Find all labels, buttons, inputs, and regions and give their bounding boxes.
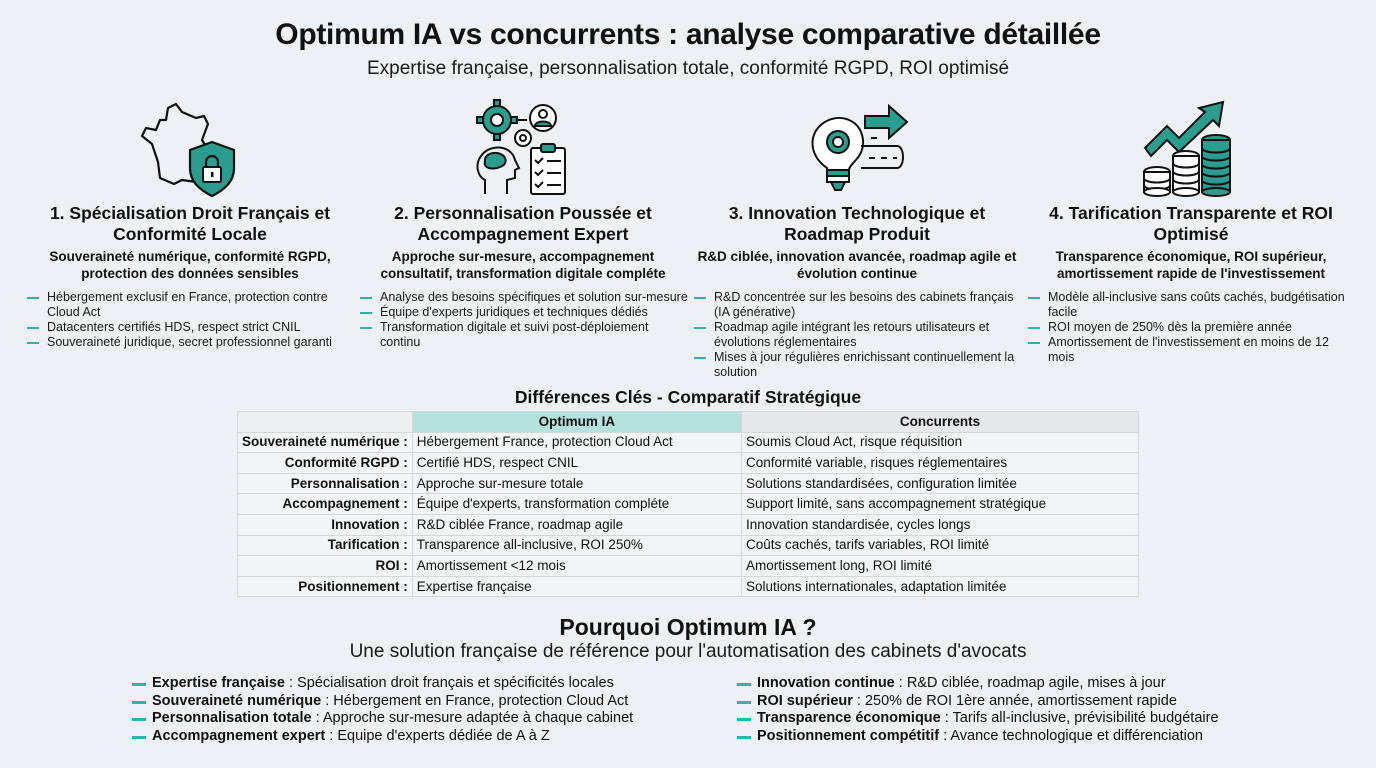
table-row (238, 514, 1139, 535)
competitor-value: Amortissement long, ROI limité (742, 556, 1139, 577)
competitor-value: Soumis Cloud Act, risque réquisition (742, 432, 1139, 453)
table-row (238, 556, 1139, 577)
feature-title: 2. Personnalisation Poussée et Accompagnement Expert (394, 203, 652, 244)
page-title: Optimum IA vs concurrents : analyse comparative détaillée (275, 18, 1101, 51)
list-item: Équipe d'experts juridiques et techniques dédiés (358, 305, 688, 320)
dash-bullet-icon (694, 327, 706, 329)
feature-title: 3. Innovation Technologique et Roadmap Produit (728, 203, 986, 244)
list-item: Personnalisation totale : Approche sur-mesure adaptée à chaque cabinet (132, 710, 633, 728)
dash-bullet-icon (27, 327, 39, 329)
optimum-value: Hébergement France, protection Cloud Act (412, 432, 741, 453)
list-item: Transformation digitale et suivi post-déploiement continu (358, 320, 688, 350)
gears-brain-clipboard-icon (471, 98, 575, 198)
dash-bullet-icon (132, 736, 146, 739)
competitor-value: Solutions standardisées, configuration limitée (742, 473, 1139, 494)
optimum-value: R&D ciblée France, roadmap agile (412, 514, 741, 535)
feature-list (692, 290, 1022, 380)
row-label: Accompagnement : (238, 494, 413, 515)
dash-bullet-icon (737, 701, 751, 704)
table-row (238, 576, 1139, 597)
dash-bullet-icon (132, 718, 146, 721)
list-item: Hébergement exclusif en France, protection contre Cloud Act (25, 290, 355, 320)
france-map-shield-lock-icon (138, 98, 242, 198)
why-subtitle: Une solution française de référence pour l'automatisation des cabinets d'avocats (349, 641, 1027, 662)
row-label: Conformité RGPD : (238, 453, 413, 474)
row-label: Souveraineté numérique : (238, 432, 413, 453)
coins-growth-arrow-icon (1139, 98, 1243, 198)
list-item: Expertise française : Spécialisation droit français et spécificités locales (132, 675, 633, 693)
dash-bullet-icon (132, 683, 146, 686)
feature-subtitle: R&D ciblée, innovation avancée, roadmap agile et évolution continue (697, 249, 1017, 281)
dash-bullet-icon (737, 718, 751, 721)
optimum-value: Amortissement <12 mois (412, 556, 741, 577)
table-row (238, 473, 1139, 494)
feature-list (25, 290, 355, 350)
feature-subtitle: Transparence économique, ROI supérieur, amortissement rapide de l'investissement (1055, 249, 1327, 281)
header-blank (238, 412, 413, 433)
competitor-value: Support limité, sans accompagnement stratégique (742, 494, 1139, 515)
feature-column-1 (25, 98, 355, 350)
dash-bullet-icon (694, 357, 706, 359)
header-optimum: Optimum IA (412, 412, 741, 433)
optimum-value: Équipe d'experts, transformation compléte (412, 494, 741, 515)
why-list-left (132, 675, 633, 745)
optimum-value: Certifié HDS, respect CNIL (412, 453, 741, 474)
dash-bullet-icon (1028, 327, 1040, 329)
table-row (238, 535, 1139, 556)
feature-subtitle: Approche sur-mesure, accompagnement consultatif, transformation digitale compléte (380, 249, 666, 281)
why-title: Pourquoi Optimum IA ? (559, 614, 817, 640)
competitor-value: Conformité variable, risques réglementaires (742, 453, 1139, 474)
list-item: Souveraineté juridique, secret professionnel garanti (25, 335, 355, 350)
comparison-table (237, 411, 1139, 597)
why-list-right (737, 675, 1219, 745)
feature-list (358, 290, 688, 350)
list-item: Amortissement de l'investissement en moins de 12 mois (1026, 335, 1356, 365)
feature-column-3 (692, 98, 1022, 380)
optimum-value: Transparence all-inclusive, ROI 250% (412, 535, 741, 556)
dash-bullet-icon (27, 297, 39, 299)
dash-bullet-icon (737, 736, 751, 739)
lightbulb-gear-roadmap-icon (805, 98, 909, 198)
header-concurrents: Concurrents (742, 412, 1139, 433)
page-subtitle: Expertise française, personnalisation totale, conformité RGPD, ROI optimisé (366, 58, 1010, 79)
dash-bullet-icon (1028, 342, 1040, 344)
optimum-value: Approche sur-mesure totale (412, 473, 741, 494)
list-item: Innovation continue : R&D ciblée, roadmap agile, mises à jour (737, 675, 1219, 693)
row-label: Personnalisation : (238, 473, 413, 494)
list-item: R&D concentrée sur les besoins des cabinets français (IA générative) (692, 290, 1022, 320)
list-item: Positionnement compétitif : Avance technologique et différenciation (737, 728, 1219, 746)
feature-list (1026, 290, 1356, 365)
row-label: Tarification : (238, 535, 413, 556)
list-item: Souveraineté numérique : Hébergement en France, protection Cloud Act (132, 693, 633, 711)
dash-bullet-icon (737, 683, 751, 686)
row-label: ROI : (238, 556, 413, 577)
dash-bullet-icon (132, 701, 146, 704)
competitor-value: Coûts cachés, tarifs variables, ROI limité (742, 535, 1139, 556)
table-row (238, 432, 1139, 453)
optimum-value: Expertise française (412, 576, 741, 597)
dash-bullet-icon (360, 327, 372, 329)
list-item: Mises à jour régulières enrichissant continuellement la solution (692, 350, 1022, 380)
table-header-row (238, 412, 1139, 433)
comparison-title: Différences Clés - Comparatif Stratégique (514, 387, 862, 407)
list-item: Transparence économique : Tarifs all-inclusive, prévisibilité budgétaire (737, 710, 1219, 728)
list-item: Accompagnement expert : Equipe d'experts dédiée de A à Z (132, 728, 633, 746)
feature-subtitle: Souveraineté numérique, conformité RGPD, protection des données sensibles (49, 249, 331, 281)
feature-column-2 (358, 98, 688, 350)
dash-bullet-icon (27, 342, 39, 344)
dash-bullet-icon (360, 312, 372, 314)
feature-column-4 (1026, 98, 1356, 365)
competitor-value: Innovation standardisée, cycles longs (742, 514, 1139, 535)
list-item: Analyse des besoins spécifiques et solution sur-mesure (358, 290, 688, 305)
feature-title: 1. Spécialisation Droit Français et Conformité Locale (49, 203, 331, 244)
list-item: ROI supérieur : 250% de ROI 1ère année, amortissement rapide (737, 693, 1219, 711)
dash-bullet-icon (360, 297, 372, 299)
row-label: Innovation : (238, 514, 413, 535)
list-item: ROI moyen de 250% dès la première année (1026, 320, 1356, 335)
list-item: Roadmap agile intégrant les retours utilisateurs et évolutions réglementaires (692, 320, 1022, 350)
list-item: Modèle all-inclusive sans coûts cachés, budgétisation facile (1026, 290, 1356, 320)
dash-bullet-icon (1028, 297, 1040, 299)
dash-bullet-icon (694, 297, 706, 299)
list-item: Datacenters certifiés HDS, respect strict CNIL (25, 320, 355, 335)
competitor-value: Solutions internationales, adaptation limitée (742, 576, 1139, 597)
table-row (238, 494, 1139, 515)
row-label: Positionnement : (238, 576, 413, 597)
table-row (238, 453, 1139, 474)
feature-title: 4. Tarification Transparente et ROI Optimisé (1049, 203, 1333, 244)
